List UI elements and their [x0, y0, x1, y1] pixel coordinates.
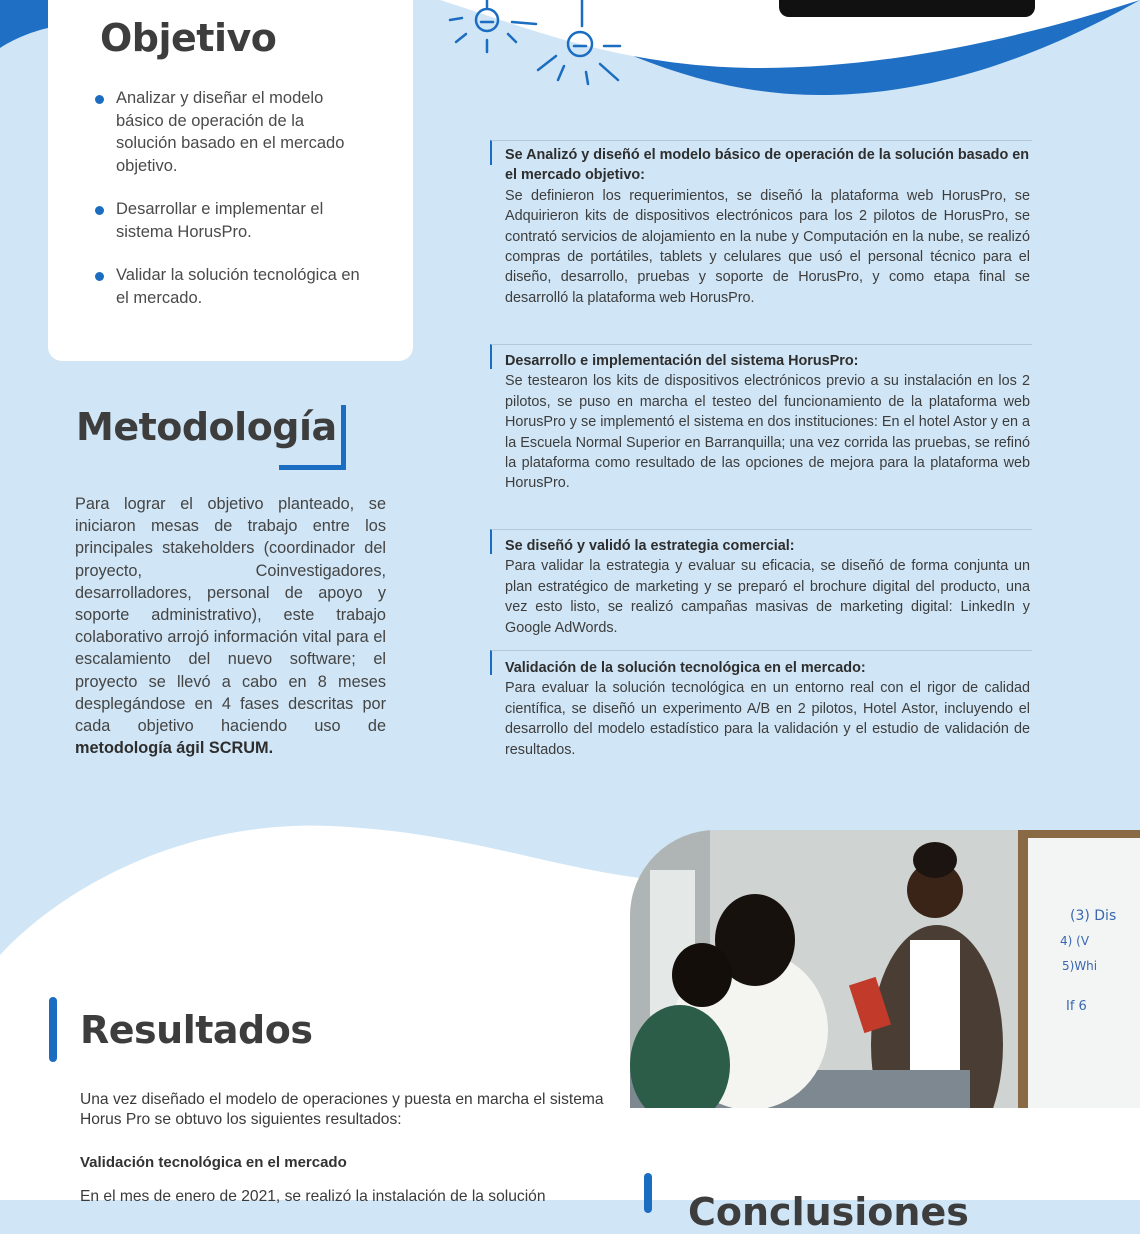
svg-text:(3) Dis: (3) Dis	[1070, 908, 1117, 924]
phase-divider	[490, 344, 1032, 369]
metodologia-text-bold: metodología ágil SCRUM.	[75, 739, 274, 758]
resultados-accent-bar	[49, 997, 57, 1062]
conclusiones-title: Conclusiones	[688, 1190, 969, 1234]
phase-title: Desarrollo e implementación del sistema HorusPro:	[505, 353, 859, 369]
phase-text: Se testearon los kits de dispositivos electrónicos previo a su instalación en los 2 pilotos, se puso en marcha el testeo del funcionamiento de la plataforma web HorusPro y se implementó el sistema en dos instituciones: En el hotel Astor y en a la Escuela Normal Superior en Barranquilla; una vez corrida las pruebas, se refinó la plataforma como resultado de las opciones de mejora para la plataforma web HorusPro.	[505, 373, 1030, 492]
resultados-text: En el mes de enero de 2021, se realizó la instalación de la solución	[80, 1188, 546, 1205]
resultados-intro: Una vez diseñado el modelo de operaciones y puesta en marcha el sistema Horus Pro se obtuvo los siguientes resultados:	[80, 1091, 604, 1128]
phase-block	[490, 529, 1030, 638]
objetivo-list	[93, 87, 363, 330]
resultados-subtitle: Validación tecnológica en el mercado	[80, 1154, 347, 1171]
phase-block	[490, 650, 1030, 760]
phase-divider	[490, 140, 1032, 165]
objetivo-title: Objetivo	[100, 16, 277, 60]
phase-divider	[490, 650, 1032, 675]
svg-text:4) (V: 4) (V	[1060, 934, 1090, 948]
metodologia-text	[75, 493, 386, 759]
objetivo-item: Desarrollar e implementar el sistema HorusPro.	[93, 198, 363, 243]
phase-block	[490, 344, 1030, 494]
light-bulb-icon	[440, 0, 640, 100]
svg-text:If 6: If 6	[1066, 999, 1087, 1014]
header-dark-bar	[779, 0, 1035, 17]
phase-title: Se diseñó y validó la estrategia comercial:	[505, 538, 795, 554]
metodologia-title: Metodología	[76, 405, 337, 449]
resultados-title: Resultados	[80, 1008, 313, 1052]
metodologia-text-body: Para lograr el objetivo planteado, se iniciaron mesas de trabajo entre los principales stakeholders (coordinador del proyecto, Coinvestigadores, desarrolladores, personal de apoyo y soporte administrativo), este trabajo colaborativo arrojó información vital para el escalamiento del nuevo software; el proyecto se llevó a cabo en 8 meses desplegándose en 4 fases descritas por cada objetivo haciendo uso de	[75, 495, 386, 736]
phase-text: Para evaluar la solución tecnológica en un entorno real con el rigor de calidad científica, se diseñó un experimento A/B en 2 pilotos, Hotel Astor, incluyendo el desarrollo del modelo estadístico para la validación y el estudio de validación de resultados.	[505, 680, 1030, 758]
objetivo-item: Validar la solución tecnológica en el mercado.	[93, 264, 363, 309]
phase-title: Se Analizó y diseñó el modelo básico de operación de la solución basado en el mercado objetivo:	[505, 147, 1030, 184]
objetivo-item: Analizar y diseñar el modelo básico de operación de la solución basado en el mercado objetivo.	[93, 87, 363, 177]
phase-divider	[490, 529, 1032, 554]
phase-title: Validación de la solución tecnológica en el mercado:	[505, 660, 866, 676]
metodologia-bracket	[279, 405, 346, 470]
conclusiones-accent-bar	[644, 1173, 652, 1213]
phase-block	[490, 140, 1030, 308]
phase-text: Se definieron los requerimientos, se diseñó la plataforma web HorusPro, se Adquirieron kits de dispositivos electrónicos para los 2 pilotos de HorusPro, se contrató servicios de alojamiento en la nube y Computación en la nube, se realizó compras de portátiles, tablets y celulares que usó el personal técnico para el diseño, desarrollo, pruebas y soporte de HorusPro, y como etapa final se desarrolló la plataforma web HorusPro.	[505, 187, 1030, 306]
svg-text:5)Whi: 5)Whi	[1062, 959, 1098, 973]
phase-text: Para validar la estrategia y evaluar su eficacia, se diseñó de forma conjunta un plan estratégico de marketing y se preparó el brochure digital del producto, una vez esto listo, se realizó campañas masivas de marketing digital: LinkedIn y Google AdWords.	[505, 558, 1030, 636]
classroom-photo	[630, 830, 1140, 1108]
